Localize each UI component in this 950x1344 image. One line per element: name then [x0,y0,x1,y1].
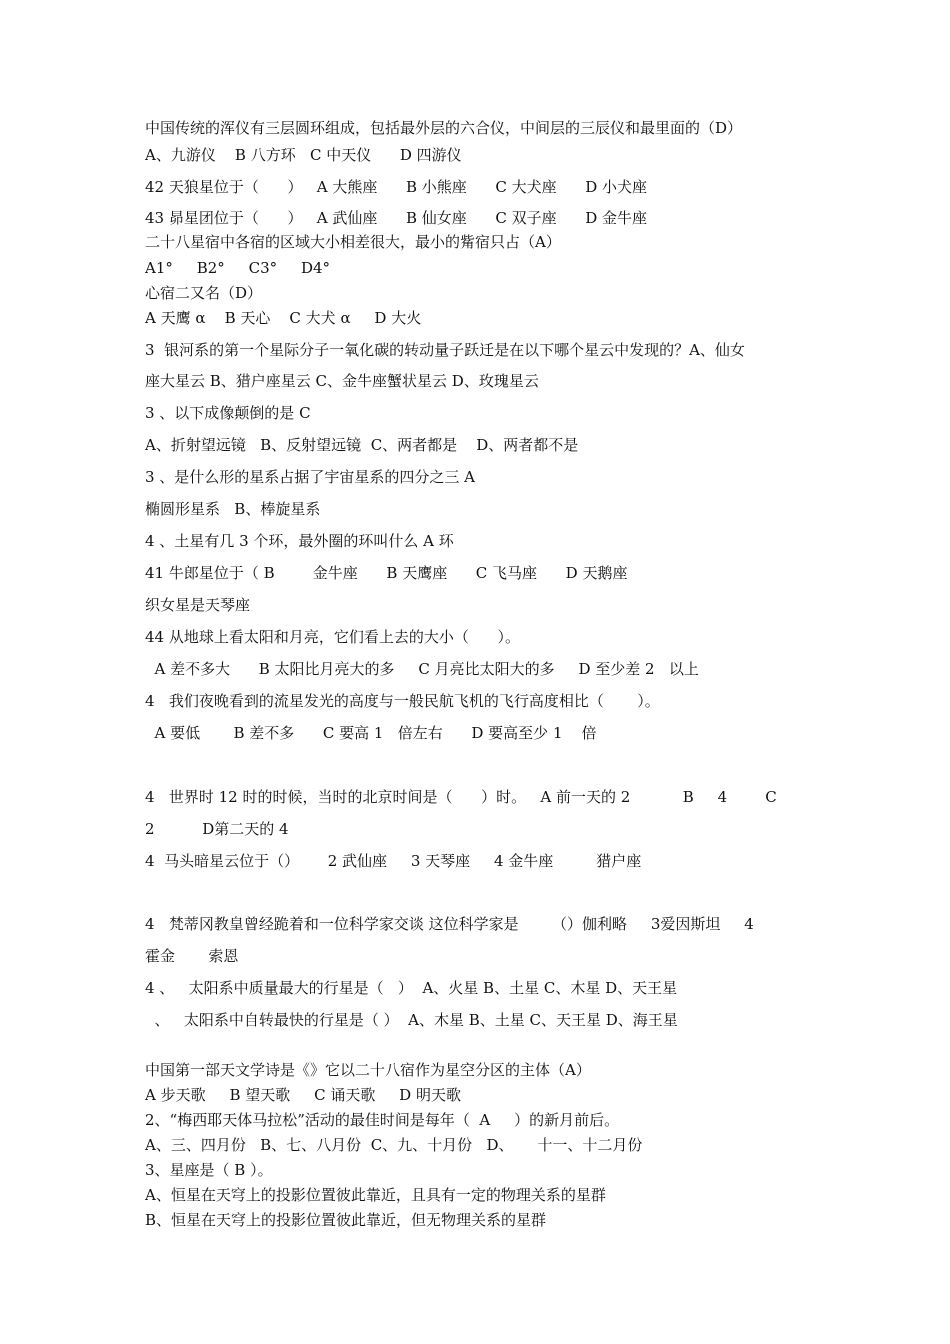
text-line: 霍金 索恩 [145,947,239,965]
text-line: 42 天狼星位于（ ） A 大熊座 B 小熊座 C 大犬座 D 小犬座 [145,178,648,196]
text-line: 41 牛郎星位于（ B 金牛座 B 天鹰座 C 飞马座 D 天鹅座 [145,564,628,582]
text-line: 织女星是天琴座 [145,596,251,614]
text-line: 3 、是什么形的星系占据了宇宙星系的四分之三 A [145,468,475,486]
text-line: A、三、四月份 B、七、八月份 C、九、十月份 D、 十一、十二月份 [145,1136,643,1154]
text-line: 座大星云 B、猎户座星云 C、金牛座蟹状星云 D、玫瑰星云 [145,372,539,390]
text-line: 3 、以下成像颠倒的是 C [145,404,311,422]
text-line: 4 、 太阳系中质量最大的行星是（ ） A、火星 B、土星 C、木星 D、天王星 [145,979,678,997]
text-line: 4 我们夜晚看到的流星发光的高度与一般民航飞机的飞行高度相比（ ）。 [145,692,660,710]
text-line: A 要低 B 差不多 C 要高 1 倍左右 D 要高至少 1 倍 [145,724,597,742]
text-line: 、 太阳系中自转最快的行星是（ ） A、木星 B、土星 C、天王星 D、海王星 [145,1011,678,1029]
text-line: 4 世界时 12 时的时候，当时的北京时间是（ ）时。 A 前一天的 2 B 4 C [145,788,777,806]
text-line: A1° B2° C3° D4° [145,259,331,277]
text-line: A、九游仪 B 八方环 C 中天仪 D 四游仪 [145,146,462,164]
text-line: A、恒星在天穹上的投影位置彼此靠近，且具有一定的物理关系的星群 [145,1186,606,1204]
text-line: A、折射望远镜 B、反射望远镜 C、两者都是 D、两者都不是 [145,436,579,454]
text-line: 4 马头暗星云位于（） 2 武仙座 3 天琴座 4 金牛座 猎户座 [145,852,642,870]
text-line: 4 梵蒂冈教皇曾经跪着和一位科学家交谈 这位科学家是 （）伽利略 3爱因斯坦 4 [145,915,754,933]
text-line: 二十八星宿中各宿的区域大小相差很大，最小的觜宿只占（A） [145,233,561,251]
text-line: 2、“梅西耶天体马拉松”活动的最佳时间是每年（ A ）的新月前后。 [145,1111,620,1129]
text-line: 44 从地球上看太阳和月亮，它们看上去的大小（ ）。 [145,628,520,646]
text-line: 3、星座是（ B ）。 [145,1161,273,1179]
text-line: 椭圆形星系 B、棒旋星系 [145,500,321,518]
text-line: B、恒星在天穹上的投影位置彼此靠近，但无物理关系的星群 [145,1211,547,1229]
text-line: 4 、土星有几 3 个环，最外圈的环叫什么 A 环 [145,532,454,550]
text-line: 心宿二又名（D） [145,284,263,302]
text-line: A 步天歌 B 望天歌 C 诵天歌 D 明天歌 [145,1086,461,1104]
text-line: A 差不多大 B 太阳比月亮大的多 C 月亮比太阳大的多 D 至少差 2 以上 [145,660,699,678]
text-line: 3 银河系的第一个星际分子一氧化碳的转动量子跃迁是在以下哪个星云中发现的？A、仙女 [145,341,745,359]
text-line: 中国传统的浑仪有三层圆环组成，包括最外层的六合仪，中间层的三辰仪和最里面的（D） [145,119,743,137]
text-line: 2 D第二天的 4 [145,820,289,838]
text-line: 中国第一部天文学诗是《》它以二十八宿作为星空分区的主体（A） [145,1061,591,1079]
text-line: A 天鹰 α B 天心 C 大犬 α D 大火 [145,309,422,327]
text-line: 43 昴星团位于（ ） A 武仙座 B 仙女座 C 双子座 D 金牛座 [145,209,648,227]
